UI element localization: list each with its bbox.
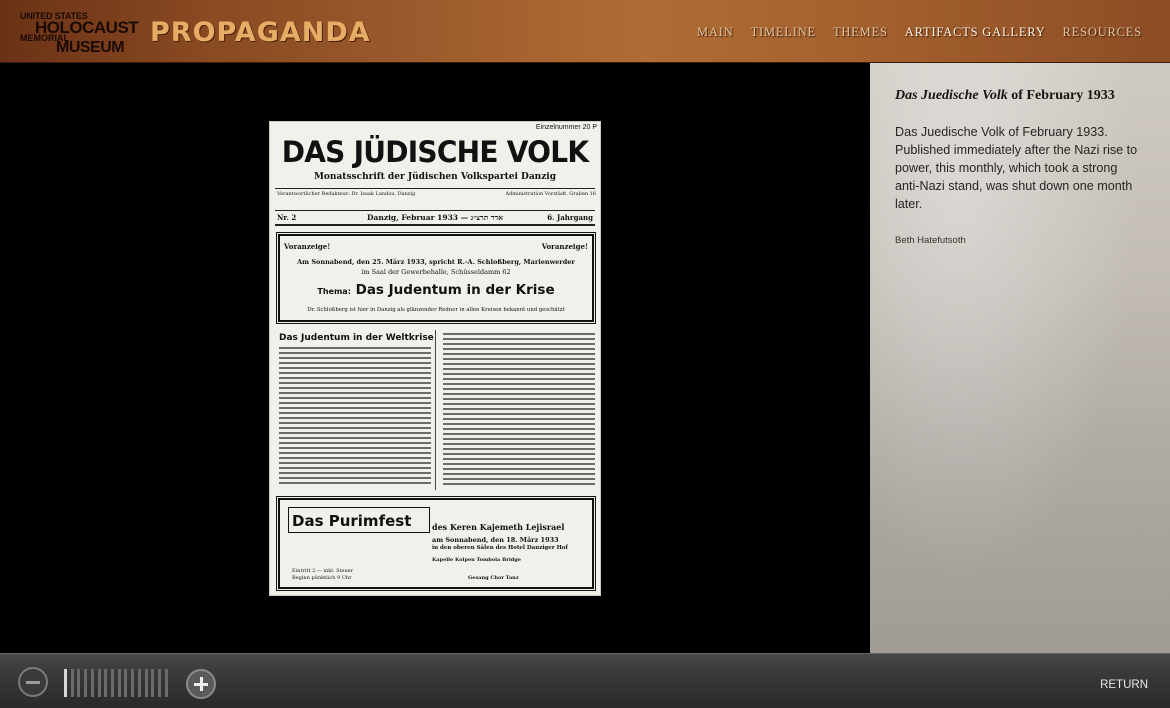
- np-announcement-left: Voranzeige!: [284, 242, 331, 251]
- logo-line-1: UNITED STATES: [20, 11, 88, 21]
- np-masthead: DAS JÜDISCHE VOLK: [281, 135, 589, 169]
- zoom-slider[interactable]: [64, 668, 168, 698]
- np-announcement-theme: [280, 282, 592, 298]
- viewer-toolbar: [0, 653, 1170, 708]
- zoom-tick[interactable]: [91, 669, 94, 697]
- np-purim-program: Gesang Chor Tanz: [468, 575, 519, 581]
- artifact-image-newspaper[interactable]: [269, 121, 601, 596]
- zoom-tick[interactable]: [111, 669, 114, 697]
- site-header: [0, 0, 1170, 63]
- np-purim-line1: des Keren Kajemeth Lejisrael: [432, 522, 565, 532]
- site-title: PROPAGANDA: [150, 17, 371, 48]
- np-purim-line3: in den oberen Sälen des Hotel Danziger Hof: [432, 545, 568, 551]
- np-purim-line4: Kapelle Kolpen Tombola Bridge: [432, 557, 521, 563]
- artifact-info-panel: [870, 63, 1170, 653]
- np-announcement-box: [278, 234, 594, 322]
- zoom-tick[interactable]: [165, 669, 168, 697]
- artifact-title-rest: of February 1933: [1007, 88, 1115, 103]
- logo-line-3: MEMORIAL: [20, 33, 69, 43]
- zoom-tick[interactable]: [145, 669, 148, 697]
- artifact-description: Das Juedische Volk of February 1933. Published immediately after the Nazi rise to power, this monthly, which took a strong anti-Nazi stand, was shut down one month later.: [895, 125, 1138, 211]
- divider: [275, 210, 595, 211]
- np-editor: Verantwortlicher Redakteur: Dr. Isaak Landau, Danzig: [277, 191, 416, 197]
- np-announcement-line2: im Saal der Gewerbehalle, Schüsseldamm 62: [361, 268, 511, 276]
- nav-resources[interactable]: RESOURCES: [1062, 25, 1142, 39]
- zoom-tick[interactable]: [104, 669, 107, 697]
- nav-themes[interactable]: THEMES: [832, 25, 888, 39]
- np-theme-text: Das Judentum in der Krise: [355, 282, 555, 298]
- return-button[interactable]: RETURN: [1100, 679, 1148, 691]
- zoom-tick[interactable]: [64, 669, 67, 697]
- zoom-tick[interactable]: [124, 669, 127, 697]
- nav-main[interactable]: MAIN: [697, 25, 734, 39]
- zoom-tick[interactable]: [84, 669, 87, 697]
- zoom-tick[interactable]: [158, 669, 161, 697]
- zoom-tick[interactable]: [151, 669, 154, 697]
- divider: [275, 224, 595, 226]
- np-announcement-footer: Dr. Schloßberg ist hier in Danzig als glänzender Redner in allen Kreisen bekannt und geschätzt: [307, 307, 565, 313]
- nav-artifacts-gallery[interactable]: ARTIFACTS GALLERY: [904, 25, 1046, 39]
- divider: [275, 188, 595, 189]
- np-date: Danzig, Februar 1933 — אדר תרצ״ג: [367, 213, 503, 222]
- np-column-right: [443, 333, 595, 491]
- np-admin: Administration Vorstädt. Graben 16: [505, 191, 596, 197]
- np-purim-start: Beginn pünktlich 9 Uhr: [292, 575, 352, 581]
- np-column-divider: [435, 330, 436, 490]
- np-price: Einzelnummer 20 P: [535, 124, 597, 131]
- np-theme-label: Thema:: [317, 287, 351, 296]
- logo-line-4: MUSEUM: [56, 39, 125, 56]
- artifact-viewer[interactable]: [0, 63, 870, 653]
- zoom-in-button[interactable]: [186, 669, 216, 699]
- np-issue: Nr. 2: [277, 213, 297, 222]
- zoom-tick[interactable]: [77, 669, 80, 697]
- np-article-heading: Das Judentum in der Weltkrise: [279, 333, 434, 343]
- zoom-tick[interactable]: [71, 669, 74, 697]
- np-purim-title: Das Purimfest: [292, 512, 412, 530]
- zoom-tick[interactable]: [138, 669, 141, 697]
- np-purim-line2: am Sonnabend, den 18. März 1933: [432, 536, 559, 544]
- artifact-title: [895, 88, 1155, 104]
- museum-logo[interactable]: [20, 10, 139, 58]
- zoom-tick[interactable]: [118, 669, 121, 697]
- np-purim-box: [278, 498, 594, 589]
- np-column-left: [279, 347, 431, 491]
- zoom-tick[interactable]: [98, 669, 101, 697]
- np-volume: 6. Jahrgang: [547, 213, 593, 222]
- np-subtitle: Monatsschrift der Jüdischen Volkspartei Danzig: [313, 172, 557, 182]
- nav-timeline[interactable]: TIMELINE: [750, 25, 816, 39]
- artifact-title-italic: Das Juedische Volk: [895, 88, 1008, 103]
- main-nav: [697, 25, 1142, 40]
- np-announcement-line1: Am Sonnabend, den 25. März 1933, spricht R.-A. Schloßberg, Marienwerder: [297, 258, 575, 266]
- np-announcement-right: Voranzeige!: [541, 242, 588, 251]
- logo-line-2: HOLOCAUST: [35, 18, 139, 37]
- artifact-credit: Beth Hatefutsoth: [895, 235, 966, 246]
- zoom-out-button[interactable]: [18, 667, 48, 697]
- zoom-tick[interactable]: [131, 669, 134, 697]
- np-purim-entry: Eintritt 2.— inkl. Steuer: [292, 568, 354, 574]
